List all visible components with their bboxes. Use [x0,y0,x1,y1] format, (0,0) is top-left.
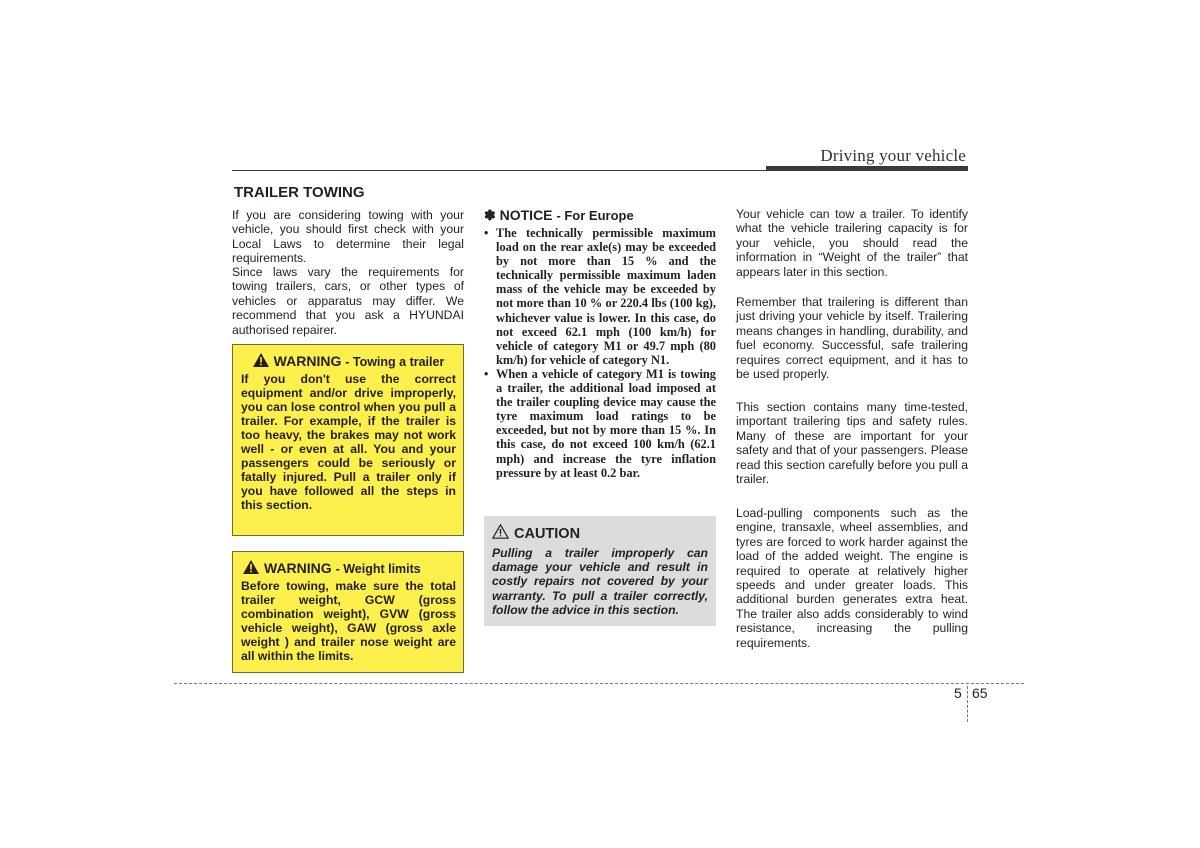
warning-label: WARNING [273,353,342,369]
warning-body: If you don't use the correct equipment and/or drive improperly, you can lose control when you pull a trailer. For example, if the trailer is too heavy, the brakes may not work well - or even at all. You and your passengers could be seriously or fatally injured. Pull a trailer only if you have followed all the steps in this section. [241,372,456,512]
warning-triangle-icon [243,560,259,577]
section-title: TRAILER TOWING [234,184,365,201]
notice-symbol-icon: ✽ [484,207,496,223]
warning-box-towing [232,344,464,536]
warning-subtitle: - Towing a trailer [345,355,445,369]
page-number: 65 [972,685,988,701]
caution-heading [492,524,708,543]
bullet-icon: • [484,366,489,381]
warning-label: WARNING [264,560,332,576]
notice-item [484,226,716,367]
right-paragraph-4: Load-pulling components such as the engine, transaxle, wheel assemblies, and tyres are forced to work harder against the load of the added weight. The engine is required to operate at relatively higher speeds and under greater loads. This additional burden generates extra heat. The trailer also adds considerably to wind resistance, increasing the pulling requirements. [736,506,968,650]
page-section-number: 5 [954,685,962,701]
caution-body: Pulling a trailer improperly can damage your vehicle and result in costly repairs not covered by your warranty. To pull a trailer correctly, follow the advice in this section. [492,546,708,617]
right-paragraph-3: This section contains many time-tested, important trailering tips and safety rules. Many of these are important for your safety and that of your passengers. Please read this section carefully before you pull a trailer. [736,400,968,487]
notice-item [484,367,716,480]
notice-item-text: When a vehicle of category M1 is towing a trailer, the additional load imposed at the trailer coupling device may cause the tyre maximum load ratings to be exceeded, but not by more than 15 %. In this case, do not exceed 100 km/h (62.1 mph) and increase the tyre inflation pressure by at least 0.2 bar. [496,366,716,480]
warning-subtitle: - Weight limits [335,562,421,576]
caution-box [484,516,716,626]
notice-subtitle: - For Europe [556,208,634,223]
warning-body: Before towing, make sure the total trailer weight, GCW (gross combination weight), GVW (gross vehicle weight), GAW (gross axle weight ) and trailer nose weight are all within the limits. [241,579,456,663]
running-header: Driving your vehicle [820,146,966,165]
warning-triangle-icon [253,353,269,370]
header-rule-thin [232,170,766,171]
warning-heading [241,353,456,370]
notice-heading [484,207,634,224]
notice-label: NOTICE [499,207,553,223]
footer-divider [967,686,968,722]
footer-rule [174,683,1024,684]
notice-item-text: The technically permissible maximum load on the rear axle(s) may be exceeded by not more than 15 % and the technically permissible maximum laden mass of the vehicle may be exceeded by not more than 10 % or 220.4 lbs (100 kg), whichever value is lower. In this case, do not exceed 62.1 mph (100 km/h) for vehicle of category M1 or 49.7 mph (80 km/h) for vehicle of category N1. [496,226,716,367]
header-rule-thick [766,166,968,171]
right-paragraph-1: Your vehicle can tow a trailer. To identify what the vehicle trailering capacity is for your vehicle, you should read the information in “Weight of the trailer” that appears later in this section. [736,207,968,279]
intro-paragraph-2: Since laws vary the requirements for towing trailers, cars, or other types of vehicles or apparatus may differ. We recommend that you ask a HYUNDAI authorised repairer. [232,265,464,337]
right-paragraph-2: Remember that trailering is different than just driving your vehicle by itself. Trailering means changes in handling, durability, and fuel economy. Successful, safe trailering requires correct equipment, and it has to be used properly. [736,295,968,382]
warning-heading [241,560,456,577]
warning-box-weight [232,551,464,673]
intro-paragraph-1: If you are considering towing with your vehicle, you should first check with your Local Laws to determine their legal requirements. [232,208,464,266]
notice-list [484,226,716,480]
caution-label: CAUTION [514,526,581,542]
caution-triangle-icon [492,524,509,543]
bullet-icon: • [484,226,489,240]
